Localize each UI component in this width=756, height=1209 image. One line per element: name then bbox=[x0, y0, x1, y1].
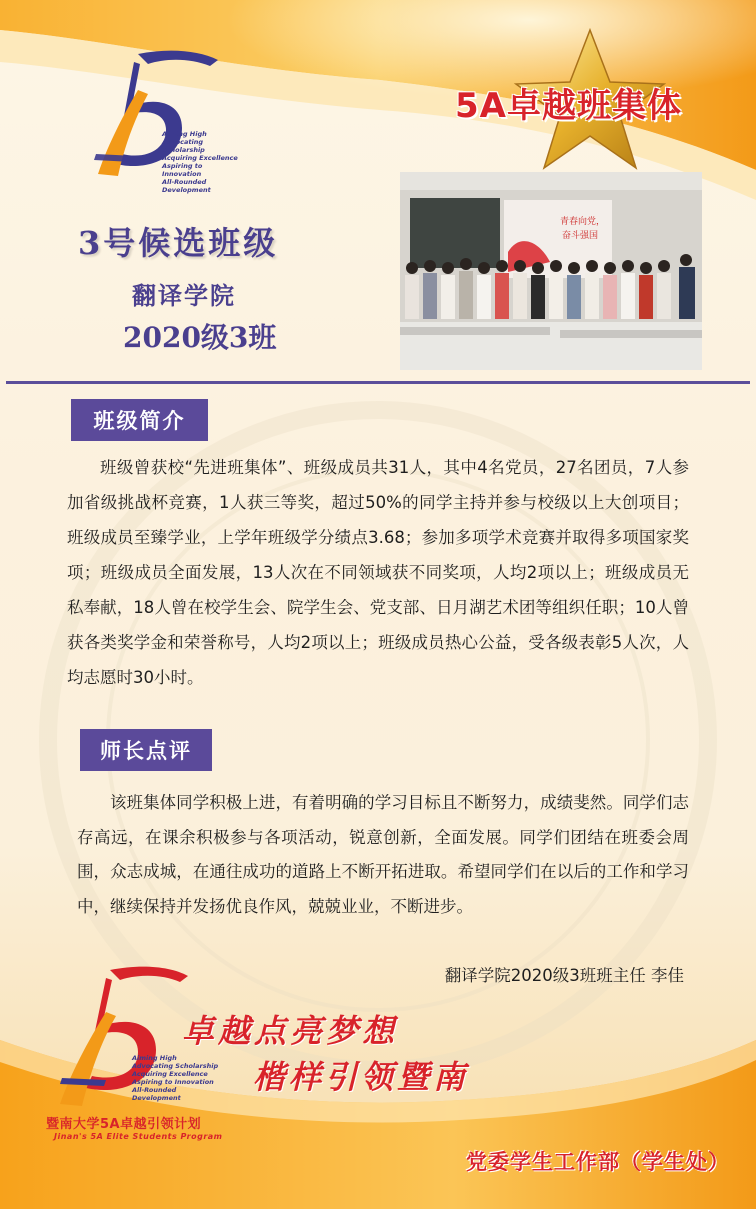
intro-section-label: 班级简介 bbox=[71, 399, 208, 441]
screen-text-2: 奋斗强国 bbox=[562, 231, 599, 241]
section-divider bbox=[6, 381, 750, 384]
program-name-en: Jinan's 5A Elite Students Program bbox=[54, 1132, 223, 1141]
intro-text: 班级曾获校“先进班集体”、班级成员共31人，其中4名党员，27名团员，7人参加省级挑战杯竞赛，1人获三等奖，超过50%的同学主持并参与校级以上大创项目；班级成员至臻学业，上学年班级学分绩点3.68；参加多项学术竞赛并取得多项国家奖项；班级成员全面发展，13人次在不同领域获不同奖项，人均2项以上；班级成员无私奉献，18人曾在校学生会、院学生会、党支部、日月湖艺术团等组织任职；10人曾获各类奖学金和荣誉称号，人均2项以上；班级成员热心公益，受各级表彰5人次，人均志愿时30小时。 bbox=[67, 458, 689, 687]
slogan-line-2: 楷样引领暨南 bbox=[253, 1058, 470, 1096]
logo-tagline: Aiming High Advocating Scholarship Acquiring Excellence Aspiring to Innovation All-Rounded Development bbox=[162, 130, 238, 194]
logo-tagline-bottom: Aiming High Advocating Scholarship Acquiring Excellence Aspiring to Innovation All-Rounded Development bbox=[132, 1054, 219, 1102]
slogan-line-1: 卓越点亮梦想 bbox=[182, 1012, 399, 1050]
class-photo bbox=[400, 172, 702, 370]
department-name: 党委学生工作部（学生处） bbox=[466, 1150, 730, 1174]
comment-text: 该班集体同学积极上进，有着明确的学习目标且不断努力，成绩斐然。同学们志存高远，在课余积极参与各项活动，锐意创新，全面发展。同学们团结在班委会周围，众志成城，在通往成功的道路上不断开拓进取。希望同学们在以后的工作和学习中，继续保持并发扬优良作风，兢兢业业，不断进步。 bbox=[77, 793, 689, 916]
brand-title: 5A卓越班集体 bbox=[455, 86, 682, 126]
screen-text-1: 青春向党， bbox=[560, 217, 606, 227]
5a-logo-top bbox=[78, 44, 238, 194]
college-name: 翻译学院 bbox=[132, 281, 236, 310]
candidate-title: 3号候选班级 bbox=[78, 224, 279, 262]
comment-section-label: 师长点评 bbox=[80, 729, 212, 771]
signature: 翻译学院2020级3班班主任 李佳 bbox=[444, 966, 684, 985]
program-name-cn: 暨南大学5A卓越引领计划 bbox=[46, 1117, 202, 1132]
class-name: 2020级3班 bbox=[123, 321, 277, 354]
